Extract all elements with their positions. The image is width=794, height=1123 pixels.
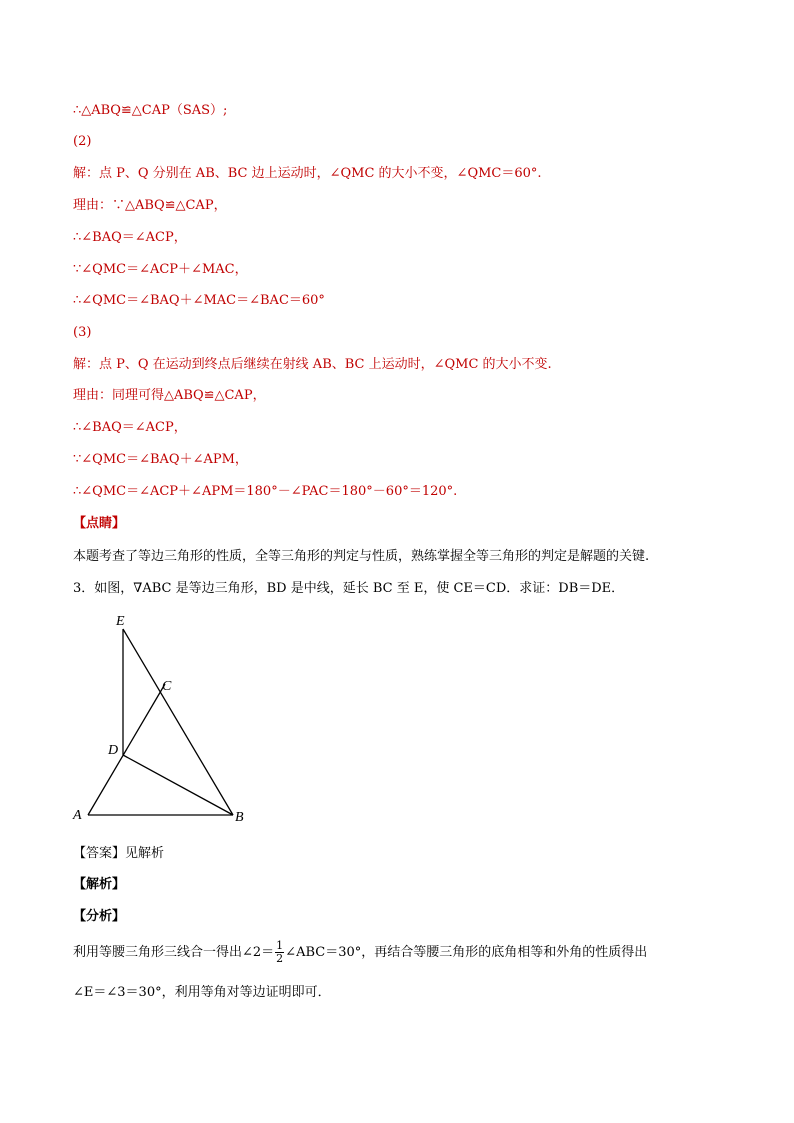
label-B: B [235, 810, 244, 825]
analysis-text-a: 利用等腰三角形三线合一得出∠2＝ [73, 945, 275, 960]
line-9: 解：点 P、Q 在运动到终点后继续在射线 AB、BC 上运动时，∠QMC 的大小不变. [73, 357, 552, 372]
label-C: C [162, 679, 172, 694]
fraction-denominator: 2 [276, 952, 284, 965]
section-dianjing: 【点睛】 [73, 516, 126, 531]
line-8: (3) [73, 325, 92, 340]
line-15: 本题考查了等边三角形的性质，全等三角形的判定与性质，熟练掌握全等三角形的判定是解题的关键. [73, 549, 650, 564]
label-D: D [108, 743, 119, 758]
section-fenxi: 【分析】 [73, 909, 126, 924]
line-7: ∴∠QMC＝∠BAQ＋∠MAC＝∠BAC＝60° [73, 293, 325, 308]
section-jiexi: 【解析】 [73, 877, 126, 892]
edge-DB [123, 755, 233, 815]
analysis-line-2: ∠E＝∠3＝30°，利用等角对等边证明即可． [73, 985, 331, 1000]
triangle-figure [70, 608, 260, 830]
label-A: A [73, 808, 82, 823]
line-4: 理由：∵△ABQ≌△CAP， [73, 198, 227, 213]
line-5: ∴∠BAQ＝∠ACP， [73, 230, 187, 245]
line-12: ∵∠QMC＝∠BAQ＋∠APM， [73, 452, 248, 467]
label-E: E [116, 614, 125, 629]
fraction-one-half [275, 940, 284, 965]
line-10: 理由：同理可得△ABQ≌△CAP， [73, 388, 266, 403]
edge-AC [88, 684, 165, 815]
line-2: (2) [73, 134, 92, 149]
line-13: ∴∠QMC＝∠ACP＋∠APM＝180°－∠PAC＝180°－60°＝120°. [73, 484, 458, 499]
line-3: 解：点 P、Q 分别在 AB、BC 边上运动时，∠QMC 的大小不变，∠QMC＝60°. [73, 166, 542, 181]
edge-BE [123, 629, 233, 815]
problem-3: 3．如图，∇ABC 是等边三角形，BD 是中线，延长 BC 至 E，使 CE＝CD．求证：DB＝DE． [73, 581, 625, 596]
analysis-line-1 [73, 938, 647, 968]
analysis-text-b: ∠ABC＝30°，再结合等腰三角形的底角相等和外角的性质得出 [285, 945, 648, 960]
fraction-numerator: 1 [276, 939, 284, 952]
line-6: ∵∠QMC＝∠ACP＋∠MAC， [73, 262, 248, 277]
line-11: ∴∠BAQ＝∠ACP， [73, 420, 187, 435]
line-1: ∴△ABQ≌△CAP（SAS）; [73, 103, 228, 118]
section-answer: 【答案】见解析 [73, 846, 165, 861]
